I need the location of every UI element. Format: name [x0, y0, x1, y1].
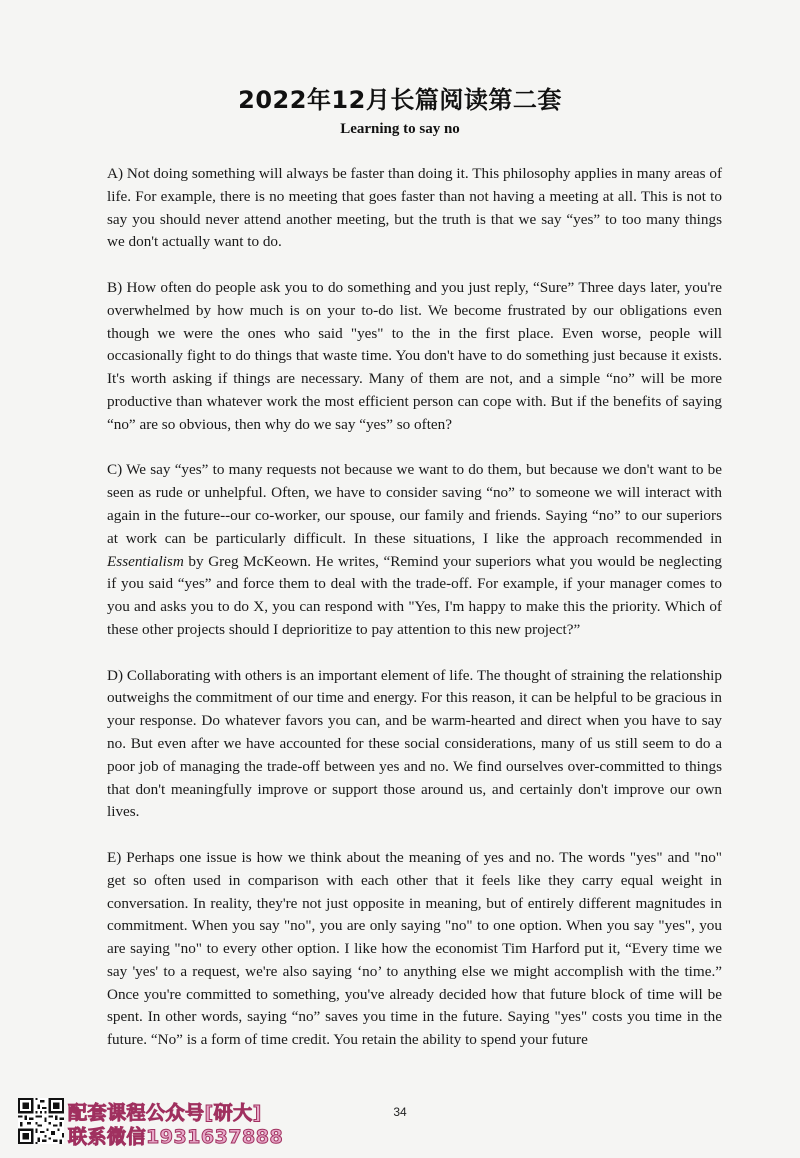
page-number: 34 [393, 1105, 407, 1119]
paragraph-b: B) How often do people ask you to do something and you just reply, “Sure” Three days later, you're overwhelmed by how much is on your to-do list. We become frustrated by our obligations even though we were the ones who said "yes" to the in the first place. Even worse, people will occasionally fight to do things that waste time. You don't have to do something just because it exists. It's worth asking if things are necessary. Many of them are not, and a simple “no” will be more productive than whatever work the most efficient person can cope with. But if the benefits of saying “no” are so obvious, then why do we say “yes” so often? [107, 278, 722, 433]
article-title: Learning to say no [340, 121, 460, 137]
promo-line-1: 配套课程公众号[研大] [68, 1102, 262, 1124]
article-body [107, 163, 722, 1075]
qr-code-icon [18, 1098, 64, 1144]
paragraph-c-text-end: by Greg McKeown. He writes, “Remind your superiors what you would be neglecting if you said “yes” and force them to deal with the trade-off. For example, if your manager comes to you and asks you to do X, you can respond with "Yes, I'm happy to make this the priority. Which of these other projects should I deprioritize to pay attention to this new project?” [107, 552, 722, 638]
promo-line-2: 联系微信1931637888 [68, 1126, 284, 1148]
paragraph-d: D) Collaborating with others is an important element of life. The thought of straining the relationship outweighs the commitment of our time and energy. For this reason, it can be helpful to be gracious in your response. Do whatever favors you can, and be warm-hearted and direct when you have to say no. But even after we have accounted for these social considerations, many of us still seem to do a poor job of managing the trade-off between yes and no. We find ourselves over-committed to things that don't meaningfully improve or support those around us, and certainly don't improve our own lives. [107, 666, 722, 821]
paragraph-c-text-start: C) We say “yes” to many requests not because we want to do them, but because we don't want to be seen as rude or unhelpful. Often, we have to consider saving “no” to someone we will interact with again in the future--our co-worker, our spouse, our family and friends. Saying “no” to our superiors at work can be particularly difficult. In these situations, I like the approach recommended in [107, 461, 722, 547]
paragraph-e: E) Perhaps one issue is how we think about the meaning of yes and no. The words "yes" and "no" get so often used in comparison with each other that it feels like they carry equal weight in conversation. In reality, they're not just opposite in meaning, but of entirely different magnitudes in commitment. When you say "no", you are only saying "no" to one option. When you say "yes", you are saying "no" to every other option. I like how the economist Tim Harford put it, “Every time we say 'yes' to a request, we're also saying ‘no’ to anything else we might accomplish with the time.” Once you're committed to something, you've already decided how that future block of time will be spent. In other words, saying “no” saves you time in the future. Saying "yes" costs you time in the future. “No” is a form of time credit. You retain the ability to spend your future [107, 848, 722, 1049]
book-title: Essentialism [107, 552, 184, 570]
page-title: 2022年12月长篇阅读第二套 [238, 86, 562, 114]
paragraph-a: A) Not doing something will always be faster than doing it. This philosophy applies in many areas of life. For example, there is no meeting that goes faster than not having a meeting at all. This is not to say you should never attend another meeting, but the truth is that we say “yes” to too many things we don't actually want to do. [107, 165, 722, 251]
promo-watermark [18, 1098, 318, 1146]
paragraph-c [107, 459, 722, 641]
